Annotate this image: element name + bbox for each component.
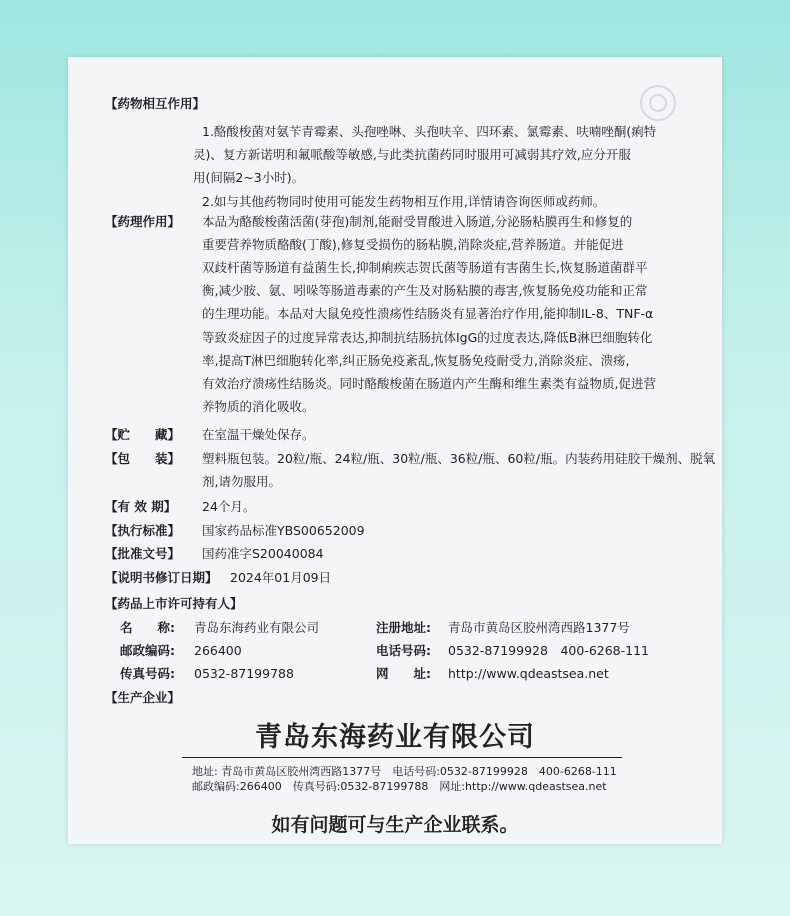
interactions-line-2: 灵)、复方新诺明和氟哌酸等敏感,与此类抗菌药同时服用可减弱其疗效,应分开服 [193,147,631,162]
storage-value: 在室温干燥处保存。 [202,427,315,442]
pharmacology-line-9: 养物质的消化吸收。 [202,399,315,414]
holder-name-label: 名 称: [120,620,175,635]
holder-phone-label: 电话号码: [376,643,431,658]
pharmacology-line-4: 衡,减少胺、氨、吲哚等肠道毒素的产生及对肠粘膜的毒害,恢复肠免疫功能和正常 [202,283,648,298]
pharmacology-line-2: 重要营养物质酪酸(丁酸),修复受损伤的肠粘膜,消除炎症,营养肠道。并能促进 [202,237,624,252]
validity-value: 24个月。 [202,499,256,514]
pharmacology-line-1: 本品为酪酸梭菌活菌(芽孢)制剂,能耐受胃酸进入肠道,分泌肠粘膜再生和修复的 [202,214,633,229]
interactions-label: 【药物相互作用】 [105,96,206,111]
pharmacology-label: 【药理作用】 [105,214,181,229]
holder-address-value: 青岛市黄岛区胶州湾西路1377号 [448,620,630,635]
holder-fax-value: 0532-87199788 [194,666,294,681]
pharmacology-line-6: 等致炎症因子的过度异常表达,抑制抗结肠抗体IgG的过度表达,降低B淋巴细胞转化 [202,330,653,345]
holder-web-value: http://www.qdeastsea.net [448,666,609,681]
holder-postcode-label: 邮政编码: [120,643,175,658]
holder-web-label: 网 址: [376,666,431,681]
validity-label: 【有 效 期】 [105,499,177,514]
pharmacology-line-3: 双歧杆菌等肠道有益菌生长,抑制痢疾志贺氏菌等肠道有害菌生长,恢复肠道菌群平 [202,260,648,275]
standard-value: 国家药品标准YBS00652009 [202,523,365,538]
holder-fax-label: 传真号码: [120,666,175,681]
holder-name-value: 青岛东海药业有限公司 [194,620,320,635]
footer-divider [182,757,622,758]
holder-postcode-value: 266400 [194,643,242,658]
revision-value: 2024年01月09日 [230,570,332,585]
holder-label: 【药品上市许可持有人】 [105,596,243,611]
holder-phone-value: 0532-87199928 400-6268-111 [448,643,649,658]
package-label: 【包 装】 [105,451,181,466]
holder-address-label: 注册地址: [376,620,431,635]
pharmacology-line-8: 有效治疗溃疡性结肠炎。同时酪酸梭菌在肠道内产生酶和维生素类有益物质,促进营 [202,376,656,391]
footer-company-name: 青岛东海药业有限公司 [255,722,535,753]
standard-label: 【执行标准】 [105,523,181,538]
interactions-line-3: 用(间隔2~3小时)。 [193,170,305,185]
footer-address-line: 地址: 青岛市黄岛区胶州湾西路1377号 电话号码:0532-87199928 400-6268-111 [192,765,617,778]
revision-label: 【说明书修订日期】 [105,570,218,585]
approval-label: 【批准文号】 [105,546,181,561]
pharmacology-line-5: 的生理功能。本品对大鼠免疫性溃疡性结肠炎有显著治疗作用,能抑制IL-8、TNF-α [202,306,654,321]
interactions-line-4: 2.如与其他药物同时使用可能发生药物相互作用,详情请咨询医师或药师。 [202,194,606,209]
contact-manufacturer-note: 如有问题可与生产企业联系。 [271,814,519,836]
manufacturer-label: 【生产企业】 [105,690,181,705]
approval-value: 国药准字S20040084 [202,546,324,561]
package-line-1: 塑料瓶包装。20粒/瓶、24粒/瓶、30粒/瓶、36粒/瓶、60粒/瓶。内装药用硅胶干燥剂、脱氧 [202,451,716,466]
leaflet-page [68,57,722,844]
interactions-line-1: 1.酪酸梭菌对氨苄青霉素、头孢唑啉、头孢呋辛、四环素、氯霉素、呋喃唑酮(痢特 [202,124,657,139]
footer-postcode-line: 邮政编码:266400 传真号码:0532-87199788 网址:http://www.qdeastsea.net [192,780,607,793]
pharmacology-line-7: 率,提高T淋巴细胞转化率,纠正肠免疫紊乱,恢复肠免疫耐受力,消除炎症、溃疡, [202,353,630,368]
seal-watermark-icon [640,85,676,121]
storage-label: 【贮 藏】 [105,427,181,442]
package-line-2: 剂,请勿服用。 [202,474,281,489]
